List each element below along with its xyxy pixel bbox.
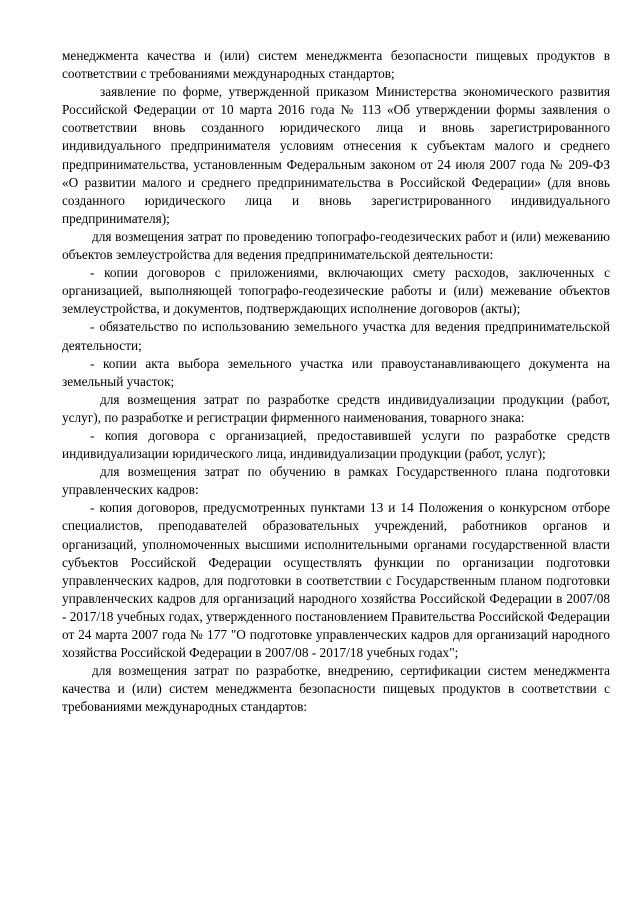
paragraph: менеджмента качества и (или) систем менеджмента безопасности пищевых продуктов в соответствии с требованиями международных стандартов; [62,48,610,82]
list-item: - копия договоров, предусмотренных пунктами 13 и 14 Положения о конкурсном отборе специалистов, преподавателей образовательных учреждений, работников органов и организаций, уполномоченных высшими исполнительными органами государственной власти субъектов Российской Федерации осуществлять функции по организации подготовки управленческих кадров, для подготовки в соответствии с Государственным планом подготовки управленческих кадров для организаций народного хозяйства Российской Федерации в 2007/08 - 2017/18 учебных годах, утвержденного постановлением Правительства Российской Федерации от 24 марта 2007 года № 177 "О подготовке управленческих кадров для организаций народного хозяйства Российской Федерации в 2007/08 - 2017/18 учебных годах"; [62,500,610,661]
list-item: - копии договоров с приложениями, включающих смету расходов, заключенных с организацией, выполняющей топографо-геодезические работы и (или) межевание объектов землеустройства, и документов, подтверждающих исполнение договоров (акты); [62,265,610,317]
list-item: - копия договора с организацией, предоставившей услуги по разработке средств индивидуализации юридического лица, индивидуализации продукции (работ, услуг); [62,427,610,462]
paragraph: для возмещения затрат по обучению в рамках Государственного плана подготовки управленческих кадров: [62,464,610,498]
paragraph: для возмещения затрат по проведению топографо-геодезических работ и (или) межеванию объектов землеустройства для ведения предпринимательской деятельности: [62,228,610,263]
paragraph: для возмещения затрат по разработке, внедрению, сертификации систем менеджмента качества и (или) систем менеджмента безопасности пищевых продуктов в соответствии с требованиями международных стандартов: [62,663,610,715]
list-item: - копии акта выбора земельного участка или правоустанавливающего документа на земельный участок; [62,355,610,389]
paragraph: для возмещения затрат по разработке средств индивидуализации продукции (работ, услуг), по разработке и регистрации фирменного наименования, товарного знака: [62,391,610,425]
list-item: - обязательство по использованию земельного участка для ведения предпринимательской деятельности; [62,319,610,353]
document-body [62,47,610,716]
paragraph: заявление по форме, утвержденной приказом Министерства экономического развития Российской Федерации от 10 марта 2016 года № 113 «Об утверждении формы заявления о соответствии вновь созданного юридического лица и вновь зарегистрированного индивидуального предпринимателя условиям отнесения к субъектам малого и среднего предпринимательства, установленным Федеральным законом от 24 июля 2007 года № 209-ФЗ «О развитии малого и среднего предпринимательства в Российской Федерации» (для вновь созданного юридического лица и вновь зарегистрированного индивидуального предпринимателя); [62,84,610,226]
